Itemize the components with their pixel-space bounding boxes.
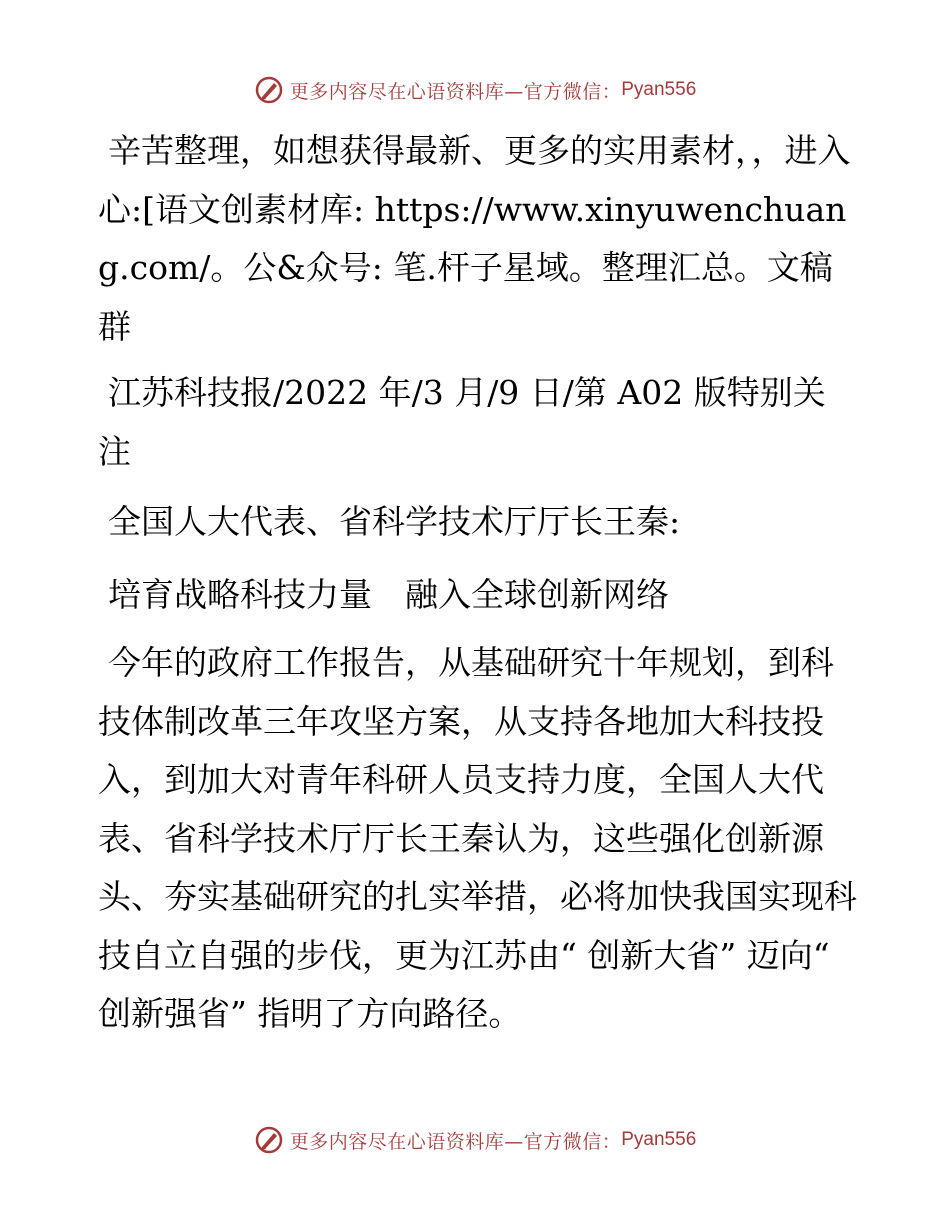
banner-text: 更多内容尽在心语资料库—官方微信： bbox=[289, 1130, 622, 1153]
source-line: 江苏科技报/2022 年/3 月/9 日/第 A02 版特别关注 bbox=[98, 373, 826, 471]
footer-banner bbox=[0, 1120, 950, 1160]
subtitle-line: 全国人大代表、省科学技术厅厅长王秦: bbox=[108, 502, 681, 541]
pen-logo-icon bbox=[254, 1125, 284, 1155]
body-paragraph: 今年的政府工作报告，从基础研究十年规划，到科技体制改革三年攻坚方案，从支持各地加大科技投入，到加大对青年科研人员支持力度，全国人大代表、省科学技术厅厅长王秦认为，这些强化创新源头、夯实基础研究的扎实举措，必将加快我国实现科技自立自强的步伐，更为江苏由“ 创新大省” 迈向“ 创新强省” 指明了方向路径。 bbox=[98, 643, 857, 1033]
banner-wechat-id: Pyan556 bbox=[621, 1129, 697, 1150]
intro-paragraph: 辛苦整理，如想获得最新、更多的实用素材，，进入心:[语文创素材库: https://www.xinyuwenchuang.com/。公&众号: 笔.杆子星域。整理汇总。文稿群 bbox=[98, 131, 851, 346]
article-title: 培育战略科技力量 融入全球创新网络 bbox=[108, 574, 669, 614]
pen-logo-icon bbox=[254, 75, 284, 105]
document-body bbox=[98, 122, 858, 1054]
header-banner bbox=[0, 70, 950, 110]
banner-text: 更多内容尽在心语资料库—官方微信： bbox=[289, 80, 622, 103]
banner-wechat-id: Pyan556 bbox=[621, 79, 697, 100]
